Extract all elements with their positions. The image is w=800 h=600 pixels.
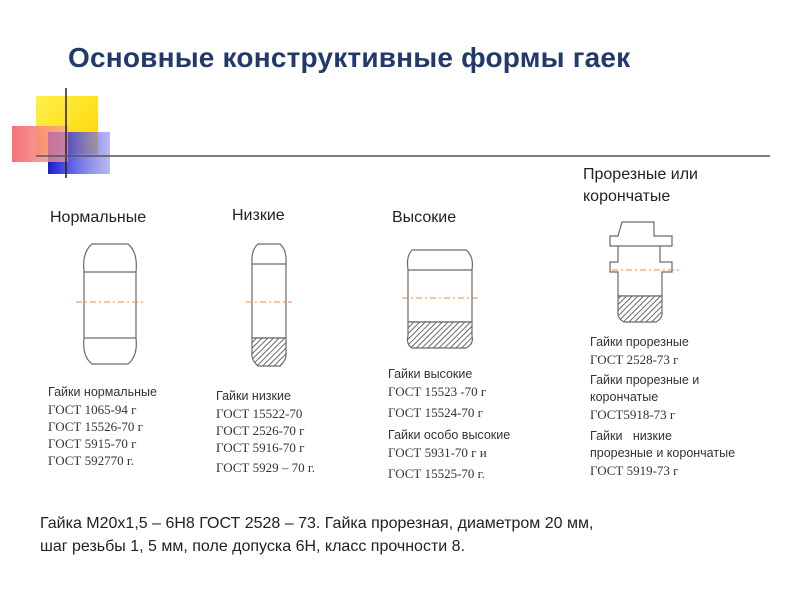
notes-normal-heading: Гайки нормальные [48,385,157,399]
notes-normal-std-2: ГОСТ 15526-70 г [48,419,144,434]
notes-low-std-2: ГОСТ 2526-70 г [216,423,305,438]
notes-slotted-heading2-line1: Гайки прорезные и [590,373,700,387]
notes-low-std-4: ГОСТ 5929 – 70 г. [216,460,315,475]
category-slotted-line2: корончатые [583,188,671,205]
notes-low-std-1: ГОСТ 15522-70 [216,406,303,421]
notes-slotted-std: ГОСТ 2528-73 г [590,352,679,367]
notes-high-std2-1: ГОСТ 5931-70 г и [388,445,487,460]
notes-slotted-heading2-line2: корончатые [590,390,659,404]
notes-slotted-heading3-line1: Гайки низкие [590,429,672,443]
footer-description [40,512,770,558]
footer-line-2: шаг резьбы 1, 5 мм, поле допуска 6Н, класс прочности 8. [40,538,466,555]
notes-low-heading: Гайки низкие [216,389,291,403]
category-slotted-line1: Прорезные или [583,166,698,183]
category-normal: Нормальные [50,209,147,226]
high-nut-drawing [402,250,480,348]
category-high: Высокие [392,209,457,226]
notes-slotted [590,334,735,479]
normal-nut-drawing [76,244,144,364]
footer-line-1: Гайка М20х1,5 – 6Н8 ГОСТ 2528 – 73. Гайка прорезная, диаметром 20 мм, [40,515,594,532]
notes-slotted-std3: ГОСТ 5919-73 г [590,463,679,478]
low-nut-drawing [246,244,292,366]
notes-normal [48,384,157,469]
category-slotted [583,164,698,208]
notes-normal-std-3: ГОСТ 5915-70 г [48,436,137,451]
notes-slotted-heading3-line2: прорезные и корончатые [590,446,736,460]
notes-normal-std-1: ГОСТ 1065-94 г [48,402,137,417]
notes-normal-std-4: ГОСТ 592770 г. [48,453,134,468]
notes-high-heading2: Гайки особо высокие [388,428,511,442]
notes-high-std-2: ГОСТ 15524-70 г [388,405,484,420]
category-low: Низкие [232,207,285,224]
notes-high-std2-2: ГОСТ 15525-70 г. [388,466,485,481]
page-title: Основные конструктивные формы гаек [68,42,631,73]
slotted-nut-drawing [610,222,680,322]
notes-high-heading: Гайки высокие [388,367,473,381]
notes-high-std-1: ГОСТ 15523 -70 г [388,384,487,399]
notes-slotted-heading: Гайки прорезные [590,335,689,349]
notes-low [216,388,315,476]
notes-slotted-std2: ГОСТ5918-73 г [590,407,676,422]
notes-low-std-3: ГОСТ 5916-70 г [216,440,305,455]
notes-high [388,366,510,482]
